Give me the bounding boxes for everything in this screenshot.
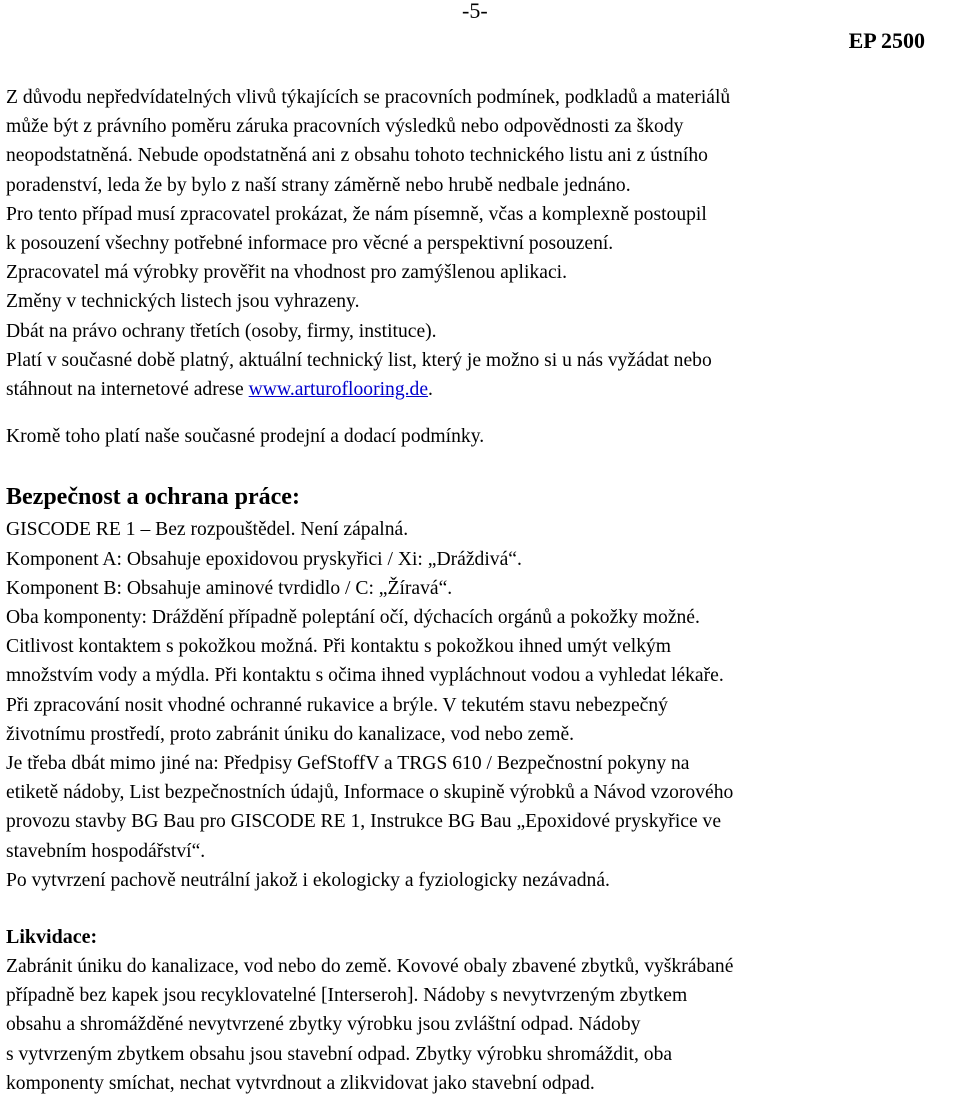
disclaimer-line: Z důvodu nepředvídatelných vlivů týkajících se pracovních podmínek, podkladů a materiálů bbox=[6, 87, 731, 108]
disclaimer-section bbox=[6, 83, 941, 451]
disclaimer-line: k posouzení všechny potřebné informace pro věcné a perspektivní posouzení. bbox=[6, 233, 614, 255]
disposal-section bbox=[6, 923, 941, 1098]
safety-line: životnímu prostředí, proto zabránit úniku do kanalizace, vod nebo země. bbox=[6, 723, 575, 745]
safety-line: provozu stavby BG Bau pro GISCODE RE 1, Instrukce BG Bau „Epoxidové pryskyřice ve bbox=[6, 811, 722, 833]
safety-section bbox=[6, 479, 941, 895]
safety-line: Po vytvrzení pachově neutrální jakož i ekologicky a fyziologicky nezávadná. bbox=[6, 869, 610, 891]
disclaimer-line: neopodstatněná. Nebude opodstatněná ani z obsahu tohoto technického listu ani z ústního bbox=[6, 145, 708, 167]
disclaimer-line: Změny v technických listech jsou vyhrazeny. bbox=[6, 291, 360, 313]
disposal-line: případně bez kapek jsou recyklovatelné [Interseroh]. Nádoby s nevytvrzeným zbytkem bbox=[6, 985, 688, 1007]
document-body bbox=[6, 83, 941, 1098]
safety-line: GISCODE RE 1 – Bez rozpouštědel. Není zápalná. bbox=[6, 519, 409, 541]
safety-heading: Bezpečnost a ochrana práce: bbox=[6, 484, 300, 511]
safety-line: Oba komponenty: Dráždění případně poleptání očí, dýchacích orgánů a pokožky možné. bbox=[6, 607, 700, 629]
safety-line: množstvím vody a mýdla. Při kontaktu s očima ihned vypláchnout vodou a vyhledat lékaře. bbox=[6, 665, 724, 687]
spacer bbox=[6, 451, 941, 479]
spacer bbox=[6, 404, 941, 422]
disclaimer-line: Pro tento případ musí zpracovatel prokázat, že nám písemně, včas a komplexně postoupil bbox=[6, 203, 707, 225]
safety-line: Je třeba dbát mimo jiné na: Předpisy GefStoffV a TRGS 610 / Bezpečnostní pokyny na bbox=[6, 753, 690, 775]
document-code: EP 2500 bbox=[848, 28, 925, 53]
spacer bbox=[6, 895, 941, 923]
disposal-heading: Likvidace: bbox=[6, 926, 98, 949]
website-link[interactable]: www.arturoflooring.de bbox=[248, 379, 429, 401]
disposal-line: komponenty smíchat, nechat vytvrdnout a zlikvidovat jako stavební odpad. bbox=[6, 1072, 595, 1094]
disclaimer-line: poradenství, leda že by bylo z naší strany záměrně nebo hrubě nedbale jednáno. bbox=[6, 174, 631, 196]
safety-line: Komponent A: Obsahuje epoxidovou pryskyřici / Xi: „Dráždivá“. bbox=[6, 548, 522, 570]
disclaimer-line: Platí v současné době platný, aktuální technický list, který je možno si u nás vyžádat nebo bbox=[6, 349, 712, 371]
disposal-line: obsahu a shromážděné nevytvrzené zbytky výrobku jsou zvláštní odpad. Nádoby bbox=[6, 1014, 641, 1036]
disposal-line: Zabránit úniku do kanalizace, vod nebo do země. Kovové obaly zbavené zbytků, vyškrábané bbox=[6, 956, 734, 978]
safety-line: etiketě nádoby, List bezpečnostních údajů, Informace o skupině výrobků a Návod vzorového bbox=[6, 782, 734, 804]
disclaimer-link-suffix: . bbox=[428, 379, 433, 401]
page-number: -5- bbox=[462, 0, 488, 23]
safety-line: Při zpracování nosit vhodné ochranné rukavice a brýle. V tekutém stavu nebezpečný bbox=[6, 694, 668, 716]
disposal-line: s vytvrzeným zbytkem obsahu jsou stavební odpad. Zbytky výrobku shromáždit, oba bbox=[6, 1043, 673, 1065]
safety-line: Citlivost kontaktem s pokožkou možná. Při kontaktu s pokožkou ihned umýt velkým bbox=[6, 636, 672, 658]
disclaimer-link-prefix: stáhnout na internetové adrese bbox=[6, 379, 249, 401]
disclaimer-line: může být z právního poměru záruka pracovních výsledků nebo odpovědnosti za škody bbox=[6, 116, 684, 138]
safety-line: stavebním hospodářství“. bbox=[6, 840, 206, 862]
terms-line: Kromě toho platí naše současné prodejní a dodací podmínky. bbox=[6, 426, 485, 448]
disclaimer-line: Dbát na právo ochrany třetích (osoby, firmy, instituce). bbox=[6, 320, 437, 342]
disclaimer-link-line bbox=[6, 375, 941, 404]
disclaimer-line: Zpracovatel má výrobky prověřit na vhodnost pro zamýšlenou aplikaci. bbox=[6, 262, 567, 284]
safety-line: Komponent B: Obsahuje aminové tvrdidlo / C: „Žíravá“. bbox=[6, 577, 453, 599]
